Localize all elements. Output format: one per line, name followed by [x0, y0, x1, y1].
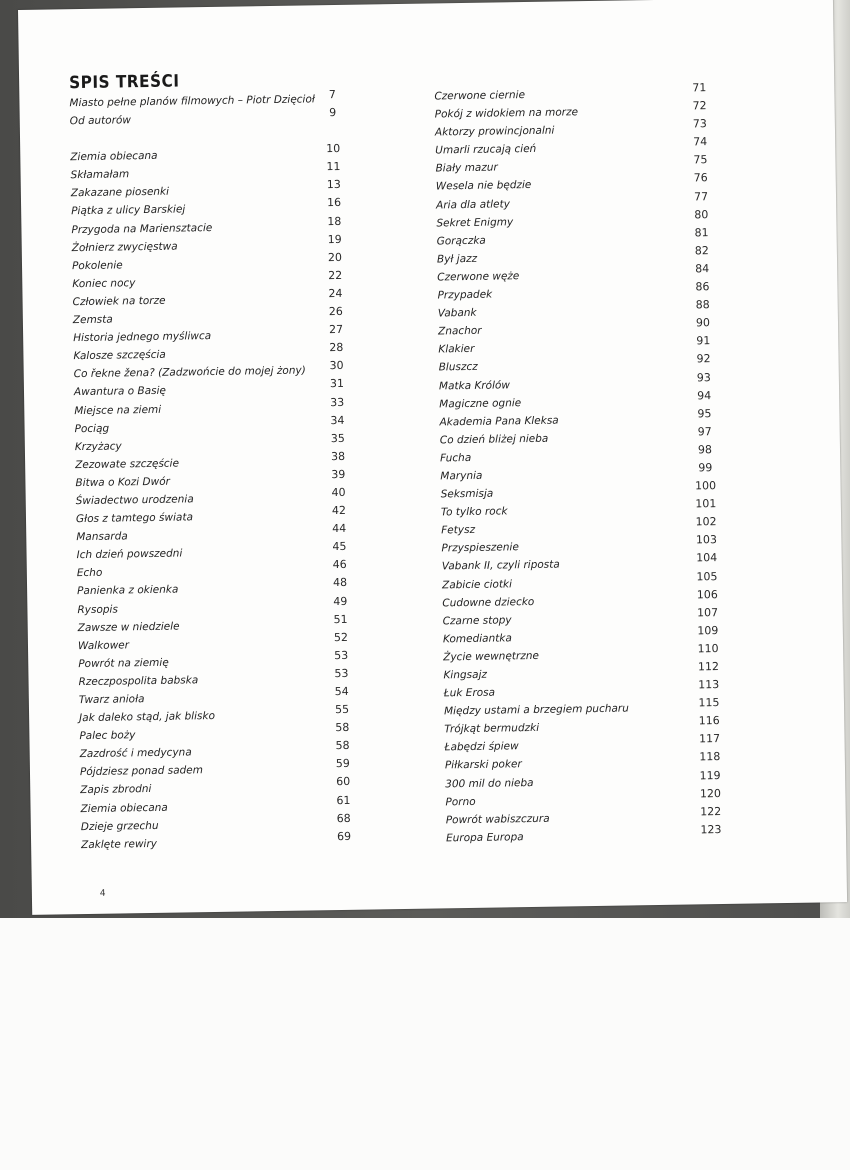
toc-entry-page: 112	[697, 660, 720, 674]
toc-entry-title: Kalosze szczęścia	[73, 348, 166, 363]
toc-entry-title: Zaklęte rewiry	[81, 837, 158, 851]
toc-entry-title: Palec boży	[79, 729, 136, 743]
toc-entry-page: 58	[335, 721, 350, 735]
toc-entry-page: 51	[333, 612, 348, 626]
toc-entry-page: 105	[696, 569, 718, 583]
toc-entry-title: Zezowate szczęście	[75, 457, 180, 471]
toc-entry-title: Zakazane piosenki	[70, 186, 170, 200]
toc-entry-title: Rysopis	[77, 603, 118, 616]
toc-entry-title: Trójkąt bermudzki	[444, 722, 540, 736]
toc-entry-page: 59	[335, 757, 350, 771]
toc-entry-page: 16	[326, 196, 342, 210]
toc-entry-title: Marynia	[440, 469, 483, 483]
toc-entry-title: Co řekne žena? (Zadzwońcie do mojej żony)	[73, 364, 306, 381]
toc-entry-title: Bluszcz	[438, 361, 478, 374]
toc-entry-page: 31	[329, 377, 345, 391]
toc-entry-page: 54	[334, 684, 349, 699]
toc-entry-title: Aktorzy prowincjonalni	[434, 124, 555, 139]
toc-entry-title: Przypadek	[437, 288, 493, 302]
toc-entry-page: 100	[694, 479, 717, 493]
toc-entry-title: Ich dzień powszedni	[76, 547, 183, 562]
toc-entry-page: 38	[330, 449, 346, 463]
toc-entry	[445, 822, 726, 847]
toc-entry-title: Koniec nocy	[72, 277, 136, 291]
toc-entry-title: Między ustami a brzegiem pucharu	[443, 702, 629, 718]
toc-entry-title: Świadectwo urodzenia	[75, 493, 194, 508]
toc-entry-title: Seksmisja	[440, 487, 494, 501]
toc-entry-title: Czerwone węże	[437, 270, 520, 284]
toc-entry-title: Cudowne dziecko	[442, 595, 535, 610]
toc-entry-page: 9	[329, 106, 337, 120]
toc-entry-page: 27	[328, 323, 344, 337]
toc-entry-page: 90	[695, 316, 711, 330]
toc-entry-title: Pójdziesz ponad sadem	[79, 764, 204, 779]
toc-entry-page: 55	[334, 702, 350, 717]
toc-entry-title: Przyspieszenie	[441, 541, 519, 555]
toc-entry-title: Co dzień bliżej nieba	[439, 432, 549, 447]
toc-entry-page: 95	[697, 406, 712, 421]
toc-entry-title: Fucha	[439, 451, 472, 465]
toc-entry-page: 53	[334, 666, 349, 681]
toc-entry-page: 10	[326, 142, 341, 156]
page-number: 4	[99, 888, 106, 899]
toc-entry-page: 120	[699, 786, 721, 801]
toc-entry-title: Historia jednego myśliwca	[73, 330, 212, 345]
toc-entry-title: Dzieje grzechu	[80, 819, 159, 833]
toc-entry-title: Pokój z widokiem na morze	[434, 106, 579, 121]
toc-entry-page: 26	[328, 304, 343, 319]
toc-entry-page: 19	[327, 232, 342, 246]
toc-entry-page: 113	[698, 678, 720, 692]
toc-entry-page: 20	[327, 250, 343, 264]
toc-entry-page: 117	[698, 732, 721, 746]
toc-entry-title: Zapis zbrodni	[80, 783, 152, 797]
toc-entry-title: Zemsta	[72, 313, 113, 327]
toc-entry-page: 118	[699, 750, 721, 764]
toc-entry-title: Głos z tamtego świata	[75, 511, 194, 526]
toc-entry-page: 39	[331, 467, 346, 482]
toc-entry-title: Jak daleko stąd, jak blisko	[79, 710, 216, 725]
toc-entry-page: 80	[694, 207, 709, 222]
toc-entry-page: 74	[693, 135, 708, 149]
toc-entry-title: Kingsajz	[443, 668, 488, 682]
toc-entry-title: Powrót wabiszczura	[445, 812, 550, 827]
toc-entry-page: 97	[697, 424, 712, 439]
toc-entry-page: 28	[329, 341, 344, 355]
toc-entry-page: 42	[331, 503, 347, 518]
toc-entry-page: 49	[333, 594, 348, 608]
toc-entry-page: 35	[330, 431, 345, 445]
toc-entry-title: Echo	[76, 567, 103, 580]
toc-entry-page: 46	[332, 558, 347, 572]
toc-entry-page: 30	[329, 359, 344, 373]
toc-entry-title: Porno	[445, 795, 476, 809]
toc-entry-page: 84	[695, 262, 710, 276]
toc-entry-title: Gorączka	[436, 234, 486, 248]
toc-entry-title: Piątka z ulicy Barskiej	[71, 203, 186, 218]
toc-entry-title: Ziemia obiecana	[80, 801, 168, 815]
toc-entry-title: Przygoda na Mariensztacie	[71, 221, 213, 236]
toc-entry-title: Pociąg	[74, 422, 110, 435]
toc-entry-title: Wesela nie będzie	[435, 179, 532, 193]
toc-entry-title: Twarz anioła	[78, 693, 145, 707]
toc-entry-page: 98	[697, 443, 713, 457]
toc-entry-title: Magiczne ognie	[439, 396, 522, 411]
toc-entry-page: 18	[327, 214, 342, 228]
toc-entry-title: Krzyżacy	[74, 440, 122, 453]
toc-entry-title: Zabicie ciotki	[441, 577, 513, 591]
toc-entry-page: 13	[326, 178, 341, 192]
toc-entry-title: Umarli rzucają cień	[435, 143, 537, 157]
toc-entry-page: 58	[335, 739, 350, 753]
toc-entry-title: Komediantka	[442, 632, 512, 646]
toc-entry-page: 93	[696, 370, 711, 384]
toc-entry-page: 75	[693, 153, 708, 167]
toc-entry-page: 40	[331, 485, 346, 500]
toc-entry-title: Walkower	[77, 639, 130, 652]
toc-entry-page: 77	[693, 189, 709, 203]
toc-entry-page: 11	[326, 160, 341, 174]
toc-entry	[81, 831, 361, 853]
toc-entry-title: Aria dla atlety	[436, 197, 511, 212]
page-title: SPIS TREŚCI	[69, 71, 180, 94]
toc-entry-page: 72	[692, 99, 707, 113]
toc-entry-page: 73	[692, 117, 707, 131]
toc-entry-title: Miasto pełne planów filmowych – Piotr Dzięcioł	[69, 93, 315, 110]
toc-entry-page: 94	[697, 388, 712, 402]
toc-entry-title: Miejsce na ziemi	[74, 403, 162, 417]
toc-entry-title: Awantura o Basię	[73, 385, 167, 399]
toc-entry-page: 61	[336, 793, 351, 807]
toc-entry-title: Bitwa o Kozi Dwór	[75, 475, 171, 490]
toc-entry-page: 103	[695, 533, 718, 547]
toc-entry-title: Vabank II, czyli riposta	[441, 558, 560, 573]
toc-entry-title: Biały mazur	[435, 161, 498, 175]
toc-entry-page: 116	[698, 714, 720, 728]
toc-entry-page: 24	[328, 286, 343, 301]
toc-entry-page: 88	[695, 298, 710, 312]
toc-entry-title: Fetysz	[441, 524, 476, 537]
toc-entry-title: Człowiek na torze	[72, 294, 166, 309]
toc-entry-title: Znachor	[438, 324, 482, 338]
toc-entry-title: Matka Królów	[438, 378, 511, 392]
toc-entry-title: Zawsze w niedziele	[77, 620, 180, 634]
toc-entry-page: 44	[332, 522, 347, 536]
toc-entry-title: Mansarda	[76, 530, 128, 544]
toc-entry-page: 107	[696, 605, 719, 620]
toc-entry-page: 91	[696, 334, 711, 348]
toc-entry-page: 53	[334, 648, 349, 662]
toc-left-column	[69, 90, 361, 854]
toc-entry-title: Od autorów	[69, 114, 132, 128]
toc-entry-title: Skłamałam	[70, 168, 130, 182]
toc-entry-page: 106	[696, 587, 718, 602]
toc-entry-title: Łabędzi śpiew	[444, 740, 519, 754]
toc-entry-title: Vabank	[437, 306, 477, 320]
toc-entry-page: 102	[695, 515, 717, 529]
toc-entry-page: 92	[696, 352, 711, 366]
toc-entry-title: Żołnierz zwycięstwa	[71, 240, 178, 254]
toc-entry-title: Powrót na ziemię	[78, 656, 169, 670]
toc-entry-page: 34	[330, 413, 345, 427]
toc-entry-title: Pokolenie	[71, 259, 123, 272]
toc-entry-title: To tylko rock	[440, 505, 508, 519]
toc-entry-page: 76	[693, 171, 708, 185]
toc-entry-title: Piłkarski poker	[444, 758, 522, 772]
toc-entry-page: 104	[696, 551, 718, 565]
toc-entry-page: 119	[699, 768, 721, 782]
toc-entry-title: Akademia Pana Kleksa	[439, 414, 559, 429]
toc-entry-title: 300 mil do nieba	[445, 776, 534, 790]
toc-entry-title: Był jazz	[436, 252, 478, 266]
toc-entry-title: Czerwone ciernie	[434, 89, 526, 103]
toc-entry-page: 71	[692, 81, 707, 95]
toc-entry-title: Klakier	[438, 343, 475, 356]
toc-entry-title: Sekret Enigmy	[436, 215, 514, 230]
toc-entry-page: 68	[336, 811, 351, 825]
toc-entry-page: 110	[697, 641, 719, 656]
toc-right-column	[434, 83, 726, 847]
toc-entry-page: 81	[694, 225, 709, 240]
toc-entry-title: Czarne stopy	[442, 614, 512, 628]
toc-entry-page: 48	[332, 576, 348, 590]
toc-entry-title: Rzeczpospolita babska	[78, 674, 199, 689]
toc-entry-title: Ziemia obiecana	[70, 150, 158, 164]
toc-entry-page: 86	[695, 280, 710, 294]
blank-scan-area	[0, 918, 850, 1170]
toc-entry-title: Zazdrość i medycyna	[79, 746, 192, 761]
toc-entry-page: 33	[330, 395, 345, 409]
toc-entry-page: 69	[336, 829, 352, 843]
toc-entry-page: 101	[695, 497, 717, 511]
toc-entry-title: Europa Europa	[445, 831, 524, 845]
toc-entry-page: 7	[328, 88, 336, 102]
toc-entry-page: 122	[700, 804, 722, 819]
toc-entry-page: 99	[698, 461, 713, 475]
toc-entry-title: Panienka z okienka	[77, 583, 179, 598]
toc-entry-title: Życie wewnętrzne	[443, 649, 540, 664]
toc-entry-page: 115	[698, 696, 720, 710]
toc-entry-page: 123	[700, 822, 722, 837]
toc-entry-page: 45	[332, 540, 347, 554]
toc-entry-page: 22	[328, 268, 343, 283]
toc-entry-page: 52	[333, 630, 348, 644]
toc-entry-page: 109	[697, 623, 719, 638]
document-page	[18, 0, 847, 915]
toc-entry-page: 82	[694, 244, 709, 258]
toc-entry-title: Łuk Erosa	[443, 686, 496, 700]
toc-entry-page: 60	[336, 775, 351, 789]
